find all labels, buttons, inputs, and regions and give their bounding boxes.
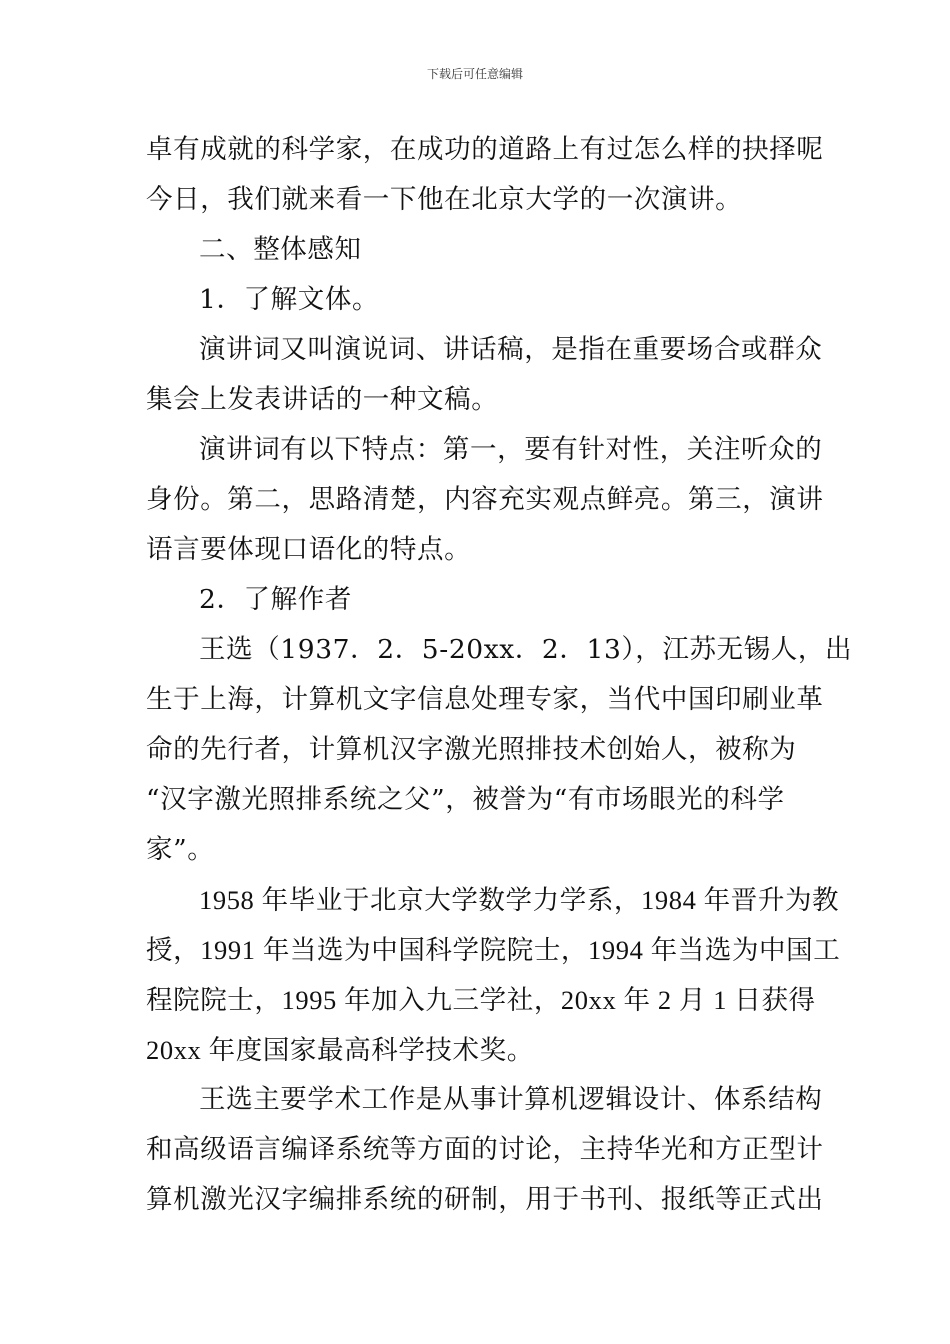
paragraph-line: 授，1991 年当选为中国科学院院士，1994 年当选为中国工 bbox=[146, 935, 841, 965]
paragraph-line: 和高级语言编译系统等方面的讨论，主持华光和方正型计 bbox=[146, 1134, 824, 1165]
paragraph-line: 卓有成就的科学家，在成功的道路上有过怎么样的抉择呢 bbox=[146, 134, 824, 165]
paragraph-line: 20xx 年度国家最高科学技术奖。 bbox=[146, 1035, 534, 1065]
paragraph-line: 生于上海，计算机文字信息处理专家，当代中国印刷业革 bbox=[146, 684, 824, 715]
section-heading: 二、整体感知 bbox=[199, 234, 362, 265]
paragraph-line: 集会上发表讲话的一种文稿。 bbox=[146, 384, 499, 415]
paragraph-line: 算机激光汉字编排系统的研制，用于书刊、报纸等正式出 bbox=[146, 1184, 824, 1215]
paragraph-line: 身份。第二，思路清楚，内容充实观点鲜亮。第三，演讲 bbox=[146, 484, 824, 515]
paragraph-line: 演讲词有以下特点：第一，要有针对性，关注听众的 bbox=[199, 434, 823, 465]
paragraph-line: 今日，我们就来看一下他在北京大学的一次演讲。 bbox=[146, 184, 743, 215]
subsection-heading: 2．了解作者 bbox=[199, 584, 352, 615]
paragraph-line: 演讲词又叫演说词、讲话稿，是指在重要场合或群众 bbox=[199, 334, 823, 365]
paragraph-line: 家”。 bbox=[146, 834, 215, 865]
subsection-heading: 1．了解文体。 bbox=[199, 284, 380, 315]
paragraph-line: 程院院士，1995 年加入九三学社，20xx 年 2 月 1 日获得 bbox=[146, 985, 816, 1015]
paragraph-line: 王选主要学术工作是从事计算机逻辑设计、体系结构 bbox=[199, 1084, 823, 1115]
page-header: 下载后可任意编辑 bbox=[426, 67, 523, 81]
paragraph-line: 命的先行者，计算机汉字激光照排技术创始人，被称为 bbox=[146, 734, 797, 765]
paragraph-line: “汉字激光照排系统之父”，被誉为“有市场眼光的科学 bbox=[146, 784, 785, 815]
paragraph-line: 语言要体现口语化的特点。 bbox=[146, 534, 472, 565]
paragraph-line: 1958 年毕业于北京大学数学力学系，1984 年晋升为教 bbox=[199, 885, 840, 915]
document-body bbox=[146, 125, 853, 1225]
paragraph-line: 王选（1937．2．5-20xx．2．13），江苏无锡人，出 bbox=[199, 634, 853, 665]
